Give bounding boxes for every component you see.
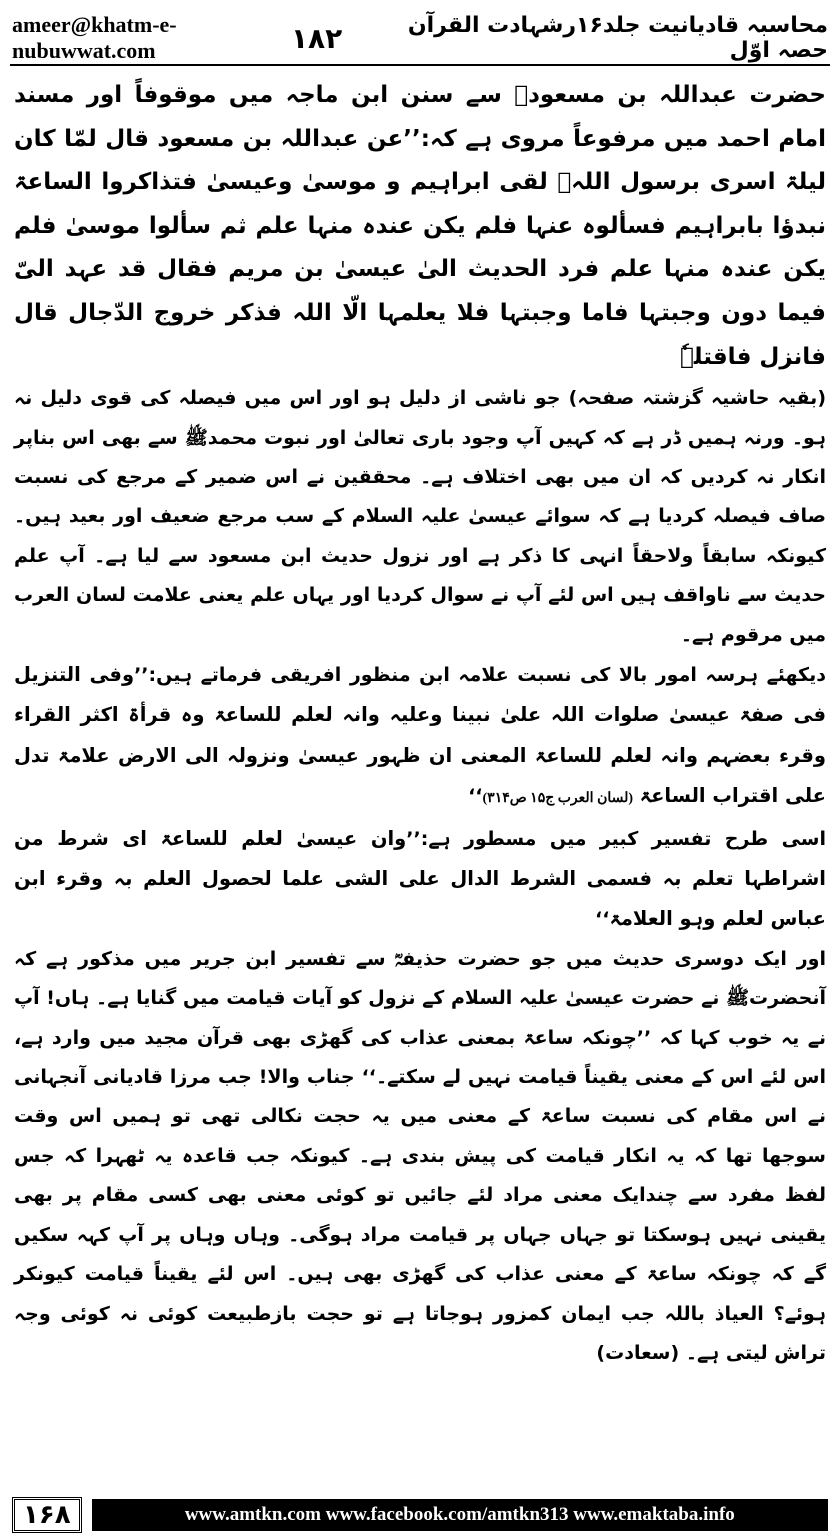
footnote-arabic-2: وفی التنزیل فی صفۃ عیسیٰ صلوات اللہ علیٰ نبینا وعلیہ وانہ لعلم للساعۃ وہ قرأۃ اکثر القراء وقرء بعضہم وانہ لعلم للساعۃ المعنی ان ظہور عیسیٰ ونزولہ الی الارض علامۃ تدل علی اقتراب الساعۃ <box>14 663 826 808</box>
footnote-intro-3: اسی طرح تفسیر کبیر میں مسطور ہے:’’ <box>406 827 826 850</box>
footnote-block <box>14 379 826 1373</box>
header-email: ameer@khatm-e-nubuwwat.com <box>12 12 177 63</box>
main-paragraph <box>14 74 826 379</box>
footnote-text-4: اور ایک دوسری حدیث میں جو حضرت حذیفہؓ سے تفسیر ابن جریر میں مذکور ہے کہ آنحضرتﷺ نے حضرت عیسیٰ علیہ السلام کے نزول کو آیات قیامت میں گنایا ہے۔ ہاں! آپ نے یہ خوب کہا کہ ’’چونکہ ساعۃ بمعنی عذاب کی گھڑی بھی قرآن مجید میں وارد ہے، اس لئے اس کے معنی یقیناً قیامت نہیں لے سکتے۔‘‘ جناب والا! جب مرزا قادیانی آنجہانی نے اس مقام کی نسبت ساعۃ کے معنی میں یہ حجت نکالی تھی تو ہمیں اس وقت سوجھا تھا کہ یہ انکار قیامت کی پیش بندی ہے۔ کیونکہ جب قاعدہ یہ ٹھہرا کہ جس لفظ مفرد سے چندایک معنی مراد لئے جائیں تو کوئی معنی بھی کسی مقام پر بھی یقینی نہیں ہوسکتا تو جہاں جہاں پر قیامت مراد ہوگی۔ وہاں وہاں پر آپ کہہ سکیں گے کہ چونکہ ساعۃ کے معنی عذاب کی گھڑی بھی ہیں۔ اس لئے یقیناً قیامت کیونکر ہوئے؟ العیاذ باللہ جب ایمان کمزور ہوجاتا ہے تو حجت بازطبیعت کوئی نہ کوئی وجہ تراش لیتی ہے۔ <box>14 947 826 1364</box>
footer-links[interactable]: www.amtkn.com www.facebook.com/amtkn313 www.emaktaba.info <box>92 1499 828 1531</box>
page-header <box>12 12 828 63</box>
footnote-para-1 <box>14 379 826 655</box>
footnote-para-2 <box>14 655 826 819</box>
footnote-intro-2: دیکھئے ہرسہ امور بالا کی نسبت علامہ ابن منظور افریقی فرماتے ہیں:’’ <box>134 664 826 686</box>
page-body <box>14 74 826 1464</box>
header-title-group <box>291 13 828 63</box>
footnote-arabic-3: وان عیسیٰ لعلم للساعۃ ای شرط من اشراطہا تعلم بہ فسمی الشرط الدال علی الشی علما لحصول العلم بہ وقرء ابن عباس لعلم وہو العلامۃ <box>14 826 826 931</box>
footnote-source: (لسان العرب ج۱۵ ص۳۱۴) <box>482 791 634 807</box>
main-arabic-quote: عن عبداللہ بن مسعود قال لمّا کان لیلۃ اسری برسول اللہﷺ لقی ابراہیم و موسیٰ وعیسیٰ فتذاکروا الساعۃ نبدؤا بابراہیم فسألوہ عنہا فلم یکن عندہ منہا علم ثم سألوا موسیٰ فلم یکن عندہ منہا علم فرد الحدیث الیٰ عیسیٰ بن مریم فقال قد عہد الیّ فیما دون وجبتہا فاما وجبتہا فلا یعلمہا الّا اللہ فذکر خروج الدّجال قال فانزل فاقتلہٗ <box>14 125 826 370</box>
footnote-signature: (سعادت) <box>596 1341 680 1364</box>
footnote-marker: (بقیہ حاشیہ گزشتہ صفحہ) <box>568 387 827 410</box>
footnote-para-3 <box>14 819 826 940</box>
footer-page-number: ۱۶۸ <box>12 1497 82 1533</box>
footnote-close-3: ‘‘ <box>595 908 610 931</box>
footnote-close-2: ‘‘ <box>468 785 483 808</box>
page-footer <box>12 1498 828 1532</box>
book-title: محاسبہ قادیانیت جلد۱۶رشہادت القرآن حصہ اوّل <box>407 13 828 63</box>
header-page-number: ۱۸۲ <box>290 21 343 55</box>
footnote-text-1: جو ناشی از دلیل ہو اور اس میں فیصلہ کی قوی دلیل نہ ہو۔ ورنہ ہمیں ڈر ہے کہ کہیں آپ وجود باری تعالیٰ اور نبوت محمدﷺ سے بھی اس بناپر انکار نہ کردیں کہ ان میں بھی اختلاف ہے۔ محققین نے اس ضمیر کے مرجع کی نسبت صاف فیصلہ کردیا ہے کہ سوائے عیسیٰ علیہ السلام کے سب مرجع ضعیف اور بعید ہیں۔ کیونکہ سابقاً ولاحقاً انہی کا ذکر ہے اور نزول حدیث ابن مسعود سے لیا ہے۔ آپ علم حدیث سے ناواقف ہیں اس لئے آپ نے سوال کردیا اور یہاں علم یعنی علامت لسان العرب میں مرقوم ہے۔ <box>14 387 826 646</box>
footnote-para-4 <box>14 940 826 1373</box>
header-rule <box>10 64 830 66</box>
main-intro: حضرت عبداللہ بن مسعودؓ سے سنن ابن ماجہ میں موقوفاً اور مسند امام احمد میں مرفوعاً مروی ہے کہ:’’ <box>14 82 826 152</box>
